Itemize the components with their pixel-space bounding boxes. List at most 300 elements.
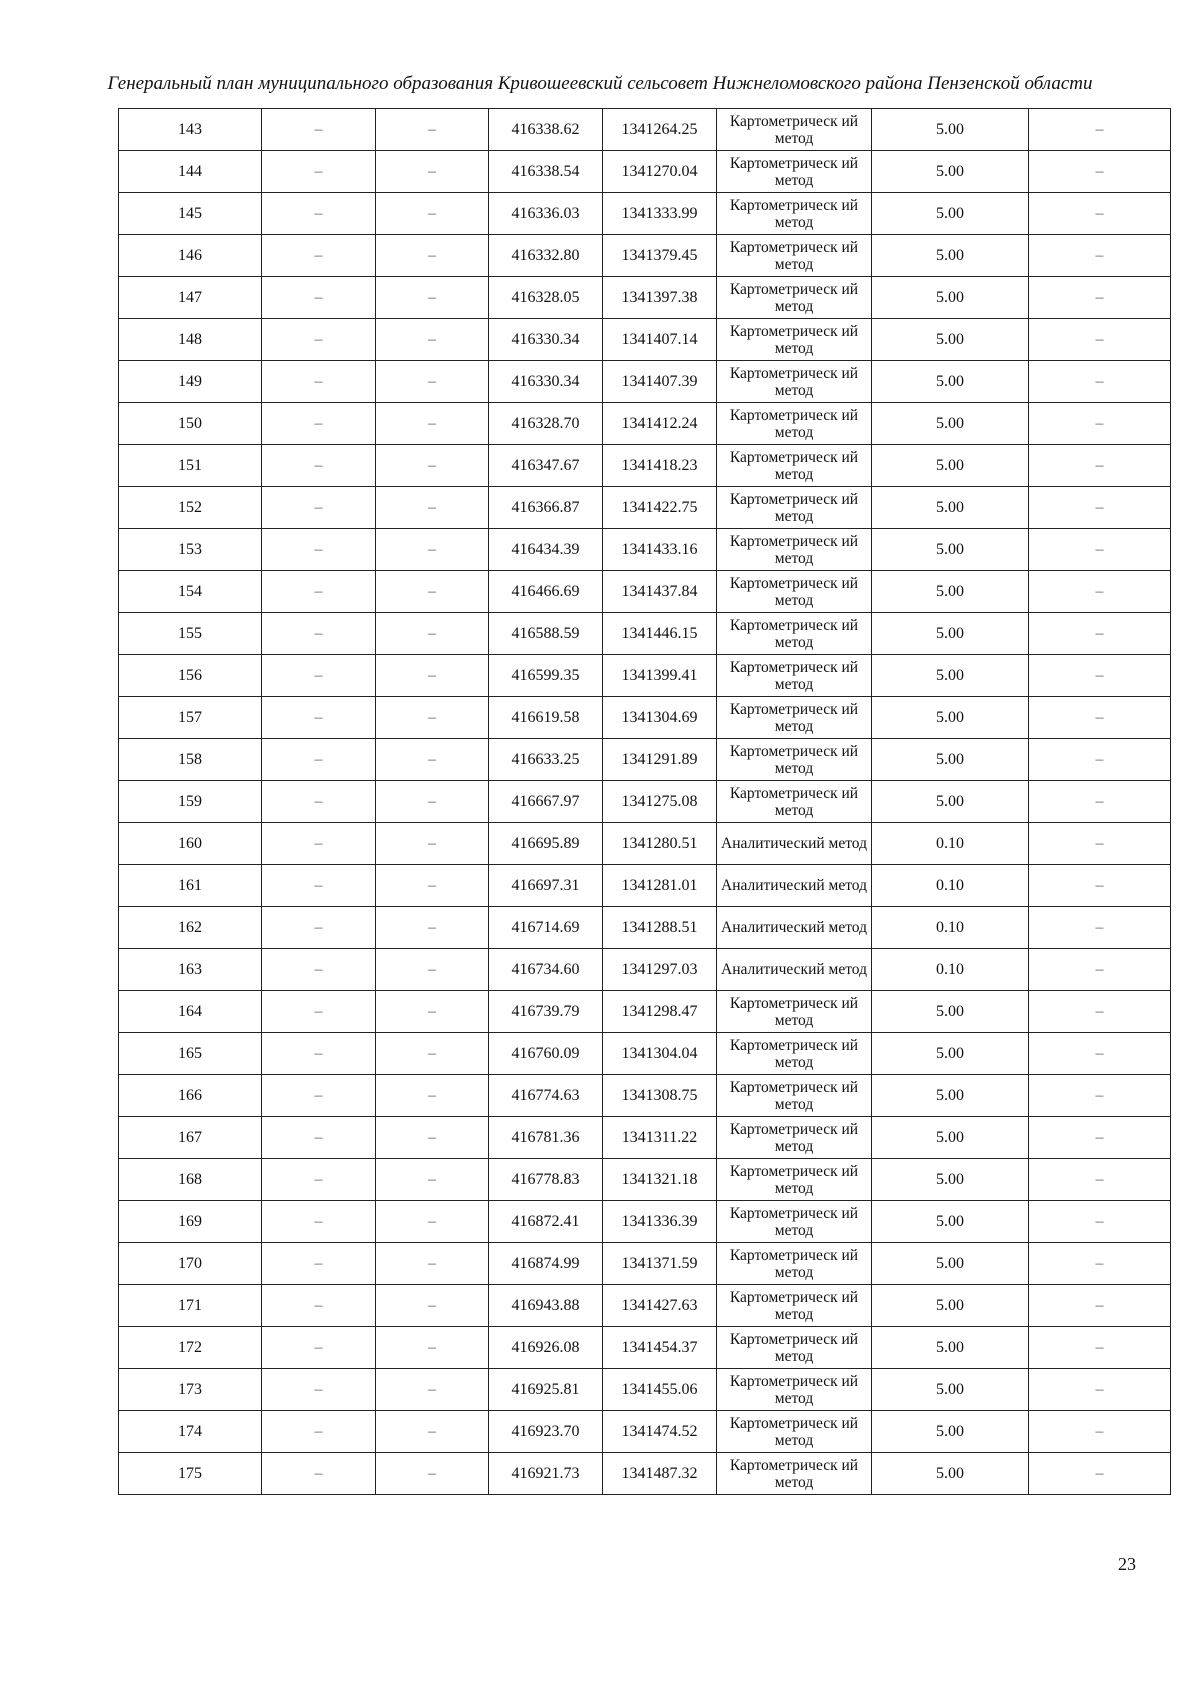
accuracy-cell: 5.00 bbox=[872, 1243, 1029, 1285]
point-number-cell: 150 bbox=[119, 403, 262, 445]
empty-value-cell: – bbox=[262, 865, 376, 907]
x-coordinate-cell: 416739.79 bbox=[489, 991, 603, 1033]
table-row bbox=[119, 361, 1171, 403]
method-cell: Аналитический метод bbox=[717, 823, 872, 865]
point-number-cell: 175 bbox=[119, 1453, 262, 1495]
empty-value-cell: – bbox=[262, 655, 376, 697]
point-number-cell: 147 bbox=[119, 277, 262, 319]
x-coordinate-cell: 416332.80 bbox=[489, 235, 603, 277]
empty-value-cell: – bbox=[376, 487, 489, 529]
y-coordinate-cell: 1341412.24 bbox=[603, 403, 717, 445]
y-coordinate-cell: 1341487.32 bbox=[603, 1453, 717, 1495]
point-number-cell: 174 bbox=[119, 1411, 262, 1453]
point-number-cell: 162 bbox=[119, 907, 262, 949]
point-number-cell: 169 bbox=[119, 1201, 262, 1243]
point-number-cell: 154 bbox=[119, 571, 262, 613]
accuracy-cell: 5.00 bbox=[872, 403, 1029, 445]
y-coordinate-cell: 1341454.37 bbox=[603, 1327, 717, 1369]
empty-value-cell: – bbox=[262, 991, 376, 1033]
y-coordinate-cell: 1341270.04 bbox=[603, 151, 717, 193]
point-number-cell: 153 bbox=[119, 529, 262, 571]
method-cell: Картометрическ ий метод bbox=[717, 1327, 872, 1369]
y-coordinate-cell: 1341446.15 bbox=[603, 613, 717, 655]
empty-value-cell: – bbox=[1029, 529, 1171, 571]
x-coordinate-cell: 416366.87 bbox=[489, 487, 603, 529]
x-coordinate-cell: 416926.08 bbox=[489, 1327, 603, 1369]
empty-value-cell: – bbox=[262, 109, 376, 151]
method-cell: Картометрическ ий метод bbox=[717, 739, 872, 781]
x-coordinate-cell: 416695.89 bbox=[489, 823, 603, 865]
empty-value-cell: – bbox=[1029, 445, 1171, 487]
empty-value-cell: – bbox=[1029, 403, 1171, 445]
empty-value-cell: – bbox=[262, 1285, 376, 1327]
table-row bbox=[119, 1159, 1171, 1201]
empty-value-cell: – bbox=[376, 865, 489, 907]
method-cell: Картометрическ ий метод bbox=[717, 1285, 872, 1327]
table-row bbox=[119, 487, 1171, 529]
empty-value-cell: – bbox=[376, 1159, 489, 1201]
y-coordinate-cell: 1341281.01 bbox=[603, 865, 717, 907]
x-coordinate-cell: 416347.67 bbox=[489, 445, 603, 487]
empty-value-cell: – bbox=[376, 1285, 489, 1327]
table-row bbox=[119, 655, 1171, 697]
y-coordinate-cell: 1341264.25 bbox=[603, 109, 717, 151]
empty-value-cell: – bbox=[376, 1033, 489, 1075]
empty-value-cell: – bbox=[262, 1033, 376, 1075]
table-row bbox=[119, 949, 1171, 991]
y-coordinate-cell: 1341399.41 bbox=[603, 655, 717, 697]
accuracy-cell: 5.00 bbox=[872, 109, 1029, 151]
table-row bbox=[119, 403, 1171, 445]
empty-value-cell: – bbox=[376, 781, 489, 823]
method-cell: Картометрическ ий метод bbox=[717, 1033, 872, 1075]
y-coordinate-cell: 1341311.22 bbox=[603, 1117, 717, 1159]
table-row bbox=[119, 319, 1171, 361]
method-cell: Картометрическ ий метод bbox=[717, 781, 872, 823]
accuracy-cell: 0.10 bbox=[872, 949, 1029, 991]
method-cell: Картометрическ ий метод bbox=[717, 1075, 872, 1117]
empty-value-cell: – bbox=[376, 529, 489, 571]
accuracy-cell: 5.00 bbox=[872, 193, 1029, 235]
x-coordinate-cell: 416338.54 bbox=[489, 151, 603, 193]
y-coordinate-cell: 1341437.84 bbox=[603, 571, 717, 613]
empty-value-cell: – bbox=[262, 907, 376, 949]
empty-value-cell: – bbox=[262, 949, 376, 991]
point-number-cell: 149 bbox=[119, 361, 262, 403]
accuracy-cell: 5.00 bbox=[872, 991, 1029, 1033]
empty-value-cell: – bbox=[376, 193, 489, 235]
x-coordinate-cell: 416633.25 bbox=[489, 739, 603, 781]
point-number-cell: 143 bbox=[119, 109, 262, 151]
empty-value-cell: – bbox=[376, 613, 489, 655]
x-coordinate-cell: 416774.63 bbox=[489, 1075, 603, 1117]
empty-value-cell: – bbox=[262, 571, 376, 613]
x-coordinate-cell: 416434.39 bbox=[489, 529, 603, 571]
empty-value-cell: – bbox=[1029, 1411, 1171, 1453]
y-coordinate-cell: 1341371.59 bbox=[603, 1243, 717, 1285]
empty-value-cell: – bbox=[376, 697, 489, 739]
empty-value-cell: – bbox=[262, 529, 376, 571]
x-coordinate-cell: 416466.69 bbox=[489, 571, 603, 613]
empty-value-cell: – bbox=[376, 1411, 489, 1453]
table-row bbox=[119, 193, 1171, 235]
empty-value-cell: – bbox=[1029, 1453, 1171, 1495]
y-coordinate-cell: 1341427.63 bbox=[603, 1285, 717, 1327]
accuracy-cell: 5.00 bbox=[872, 319, 1029, 361]
empty-value-cell: – bbox=[1029, 781, 1171, 823]
y-coordinate-cell: 1341333.99 bbox=[603, 193, 717, 235]
empty-value-cell: – bbox=[262, 487, 376, 529]
y-coordinate-cell: 1341298.47 bbox=[603, 991, 717, 1033]
table-row bbox=[119, 235, 1171, 277]
y-coordinate-cell: 1341297.03 bbox=[603, 949, 717, 991]
method-cell: Картометрическ ий метод bbox=[717, 445, 872, 487]
accuracy-cell: 5.00 bbox=[872, 1159, 1029, 1201]
empty-value-cell: – bbox=[262, 1075, 376, 1117]
table-row bbox=[119, 1327, 1171, 1369]
empty-value-cell: – bbox=[1029, 697, 1171, 739]
empty-value-cell: – bbox=[376, 235, 489, 277]
method-cell: Картометрическ ий метод bbox=[717, 991, 872, 1033]
table-row bbox=[119, 1369, 1171, 1411]
empty-value-cell: – bbox=[376, 445, 489, 487]
method-cell: Картометрическ ий метод bbox=[717, 361, 872, 403]
empty-value-cell: – bbox=[1029, 361, 1171, 403]
empty-value-cell: – bbox=[1029, 277, 1171, 319]
empty-value-cell: – bbox=[376, 109, 489, 151]
point-number-cell: 152 bbox=[119, 487, 262, 529]
empty-value-cell: – bbox=[376, 655, 489, 697]
table-row bbox=[119, 1453, 1171, 1495]
table-row bbox=[119, 529, 1171, 571]
point-number-cell: 163 bbox=[119, 949, 262, 991]
method-cell: Аналитический метод bbox=[717, 907, 872, 949]
empty-value-cell: – bbox=[1029, 1285, 1171, 1327]
accuracy-cell: 5.00 bbox=[872, 1285, 1029, 1327]
x-coordinate-cell: 416697.31 bbox=[489, 865, 603, 907]
empty-value-cell: – bbox=[376, 361, 489, 403]
point-number-cell: 167 bbox=[119, 1117, 262, 1159]
accuracy-cell: 5.00 bbox=[872, 277, 1029, 319]
method-cell: Картометрическ ий метод bbox=[717, 403, 872, 445]
empty-value-cell: – bbox=[262, 1117, 376, 1159]
accuracy-cell: 5.00 bbox=[872, 1411, 1029, 1453]
x-coordinate-cell: 416336.03 bbox=[489, 193, 603, 235]
x-coordinate-cell: 416328.05 bbox=[489, 277, 603, 319]
table-row bbox=[119, 445, 1171, 487]
accuracy-cell: 5.00 bbox=[872, 697, 1029, 739]
method-cell: Картометрическ ий метод bbox=[717, 1201, 872, 1243]
y-coordinate-cell: 1341304.04 bbox=[603, 1033, 717, 1075]
empty-value-cell: – bbox=[262, 319, 376, 361]
empty-value-cell: – bbox=[1029, 193, 1171, 235]
empty-value-cell: – bbox=[376, 319, 489, 361]
accuracy-cell: 0.10 bbox=[872, 865, 1029, 907]
x-coordinate-cell: 416330.34 bbox=[489, 361, 603, 403]
method-cell: Картометрическ ий метод bbox=[717, 1369, 872, 1411]
table-row bbox=[119, 277, 1171, 319]
y-coordinate-cell: 1341418.23 bbox=[603, 445, 717, 487]
x-coordinate-cell: 416734.60 bbox=[489, 949, 603, 991]
x-coordinate-cell: 416925.81 bbox=[489, 1369, 603, 1411]
x-coordinate-cell: 416619.58 bbox=[489, 697, 603, 739]
empty-value-cell: – bbox=[262, 403, 376, 445]
point-number-cell: 144 bbox=[119, 151, 262, 193]
empty-value-cell: – bbox=[1029, 487, 1171, 529]
table-row bbox=[119, 907, 1171, 949]
empty-value-cell: – bbox=[1029, 1201, 1171, 1243]
y-coordinate-cell: 1341379.45 bbox=[603, 235, 717, 277]
empty-value-cell: – bbox=[376, 403, 489, 445]
accuracy-cell: 5.00 bbox=[872, 571, 1029, 613]
page-number: 23 bbox=[1118, 1554, 1136, 1574]
method-cell: Картометрическ ий метод bbox=[717, 1117, 872, 1159]
y-coordinate-cell: 1341275.08 bbox=[603, 781, 717, 823]
empty-value-cell: – bbox=[262, 1159, 376, 1201]
point-number-cell: 148 bbox=[119, 319, 262, 361]
accuracy-cell: 5.00 bbox=[872, 739, 1029, 781]
empty-value-cell: – bbox=[262, 1453, 376, 1495]
x-coordinate-cell: 416923.70 bbox=[489, 1411, 603, 1453]
table-row bbox=[119, 1117, 1171, 1159]
point-number-cell: 146 bbox=[119, 235, 262, 277]
point-number-cell: 159 bbox=[119, 781, 262, 823]
y-coordinate-cell: 1341397.38 bbox=[603, 277, 717, 319]
method-cell: Аналитический метод bbox=[717, 949, 872, 991]
x-coordinate-cell: 416943.88 bbox=[489, 1285, 603, 1327]
empty-value-cell: – bbox=[262, 697, 376, 739]
accuracy-cell: 5.00 bbox=[872, 1075, 1029, 1117]
accuracy-cell: 5.00 bbox=[872, 1453, 1029, 1495]
empty-value-cell: – bbox=[1029, 991, 1171, 1033]
empty-value-cell: – bbox=[262, 151, 376, 193]
empty-value-cell: – bbox=[1029, 1117, 1171, 1159]
accuracy-cell: 5.00 bbox=[872, 151, 1029, 193]
page-header: Генеральный план муниципального образования Кривошеевский сельсовет Нижнеломовского района Пензенской области bbox=[107, 73, 1093, 94]
accuracy-cell: 5.00 bbox=[872, 235, 1029, 277]
y-coordinate-cell: 1341304.69 bbox=[603, 697, 717, 739]
accuracy-cell: 5.00 bbox=[872, 781, 1029, 823]
x-coordinate-cell: 416872.41 bbox=[489, 1201, 603, 1243]
empty-value-cell: – bbox=[262, 823, 376, 865]
empty-value-cell: – bbox=[376, 277, 489, 319]
point-number-cell: 170 bbox=[119, 1243, 262, 1285]
empty-value-cell: – bbox=[376, 949, 489, 991]
accuracy-cell: 5.00 bbox=[872, 361, 1029, 403]
point-number-cell: 161 bbox=[119, 865, 262, 907]
empty-value-cell: – bbox=[1029, 655, 1171, 697]
accuracy-cell: 5.00 bbox=[872, 529, 1029, 571]
empty-value-cell: – bbox=[262, 361, 376, 403]
table-row bbox=[119, 1033, 1171, 1075]
accuracy-cell: 5.00 bbox=[872, 1369, 1029, 1411]
point-number-cell: 166 bbox=[119, 1075, 262, 1117]
point-number-cell: 168 bbox=[119, 1159, 262, 1201]
empty-value-cell: – bbox=[376, 1117, 489, 1159]
empty-value-cell: – bbox=[376, 151, 489, 193]
y-coordinate-cell: 1341336.39 bbox=[603, 1201, 717, 1243]
table-row bbox=[119, 1201, 1171, 1243]
empty-value-cell: – bbox=[1029, 1369, 1171, 1411]
empty-value-cell: – bbox=[376, 1327, 489, 1369]
table-body bbox=[119, 109, 1171, 1495]
empty-value-cell: – bbox=[376, 991, 489, 1033]
empty-value-cell: – bbox=[376, 1243, 489, 1285]
empty-value-cell: – bbox=[1029, 151, 1171, 193]
empty-value-cell: – bbox=[1029, 571, 1171, 613]
empty-value-cell: – bbox=[262, 781, 376, 823]
empty-value-cell: – bbox=[376, 1201, 489, 1243]
empty-value-cell: – bbox=[1029, 949, 1171, 991]
accuracy-cell: 0.10 bbox=[872, 823, 1029, 865]
y-coordinate-cell: 1341407.39 bbox=[603, 361, 717, 403]
empty-value-cell: – bbox=[376, 1453, 489, 1495]
method-cell: Картометрическ ий метод bbox=[717, 1159, 872, 1201]
empty-value-cell: – bbox=[1029, 739, 1171, 781]
y-coordinate-cell: 1341407.14 bbox=[603, 319, 717, 361]
empty-value-cell: – bbox=[1029, 109, 1171, 151]
y-coordinate-cell: 1341291.89 bbox=[603, 739, 717, 781]
point-number-cell: 164 bbox=[119, 991, 262, 1033]
empty-value-cell: – bbox=[262, 1327, 376, 1369]
method-cell: Картометрическ ий метод bbox=[717, 1243, 872, 1285]
accuracy-cell: 5.00 bbox=[872, 1201, 1029, 1243]
empty-value-cell: – bbox=[1029, 235, 1171, 277]
method-cell: Картометрическ ий метод bbox=[717, 487, 872, 529]
x-coordinate-cell: 416778.83 bbox=[489, 1159, 603, 1201]
point-number-cell: 157 bbox=[119, 697, 262, 739]
point-number-cell: 172 bbox=[119, 1327, 262, 1369]
accuracy-cell: 5.00 bbox=[872, 655, 1029, 697]
method-cell: Картометрическ ий метод bbox=[717, 1411, 872, 1453]
point-number-cell: 173 bbox=[119, 1369, 262, 1411]
x-coordinate-cell: 416714.69 bbox=[489, 907, 603, 949]
empty-value-cell: – bbox=[376, 1075, 489, 1117]
point-number-cell: 165 bbox=[119, 1033, 262, 1075]
y-coordinate-cell: 1341288.51 bbox=[603, 907, 717, 949]
table-row bbox=[119, 613, 1171, 655]
point-number-cell: 151 bbox=[119, 445, 262, 487]
x-coordinate-cell: 416760.09 bbox=[489, 1033, 603, 1075]
table-row bbox=[119, 1243, 1171, 1285]
table-row bbox=[119, 151, 1171, 193]
table-row bbox=[119, 1075, 1171, 1117]
y-coordinate-cell: 1341321.18 bbox=[603, 1159, 717, 1201]
empty-value-cell: – bbox=[1029, 1075, 1171, 1117]
point-number-cell: 158 bbox=[119, 739, 262, 781]
method-cell: Картометрическ ий метод bbox=[717, 235, 872, 277]
method-cell: Картометрическ ий метод bbox=[717, 697, 872, 739]
empty-value-cell: – bbox=[262, 1243, 376, 1285]
accuracy-cell: 5.00 bbox=[872, 445, 1029, 487]
accuracy-cell: 5.00 bbox=[872, 1117, 1029, 1159]
y-coordinate-cell: 1341433.16 bbox=[603, 529, 717, 571]
point-number-cell: 156 bbox=[119, 655, 262, 697]
empty-value-cell: – bbox=[262, 1201, 376, 1243]
x-coordinate-cell: 416599.35 bbox=[489, 655, 603, 697]
table-row bbox=[119, 1285, 1171, 1327]
method-cell: Картометрическ ий метод bbox=[717, 193, 872, 235]
x-coordinate-cell: 416338.62 bbox=[489, 109, 603, 151]
x-coordinate-cell: 416667.97 bbox=[489, 781, 603, 823]
x-coordinate-cell: 416781.36 bbox=[489, 1117, 603, 1159]
accuracy-cell: 5.00 bbox=[872, 613, 1029, 655]
method-cell: Картометрическ ий метод bbox=[717, 655, 872, 697]
y-coordinate-cell: 1341308.75 bbox=[603, 1075, 717, 1117]
method-cell: Картометрическ ий метод bbox=[717, 1453, 872, 1495]
empty-value-cell: – bbox=[1029, 907, 1171, 949]
x-coordinate-cell: 416588.59 bbox=[489, 613, 603, 655]
table-row bbox=[119, 739, 1171, 781]
point-number-cell: 171 bbox=[119, 1285, 262, 1327]
accuracy-cell: 5.00 bbox=[872, 1327, 1029, 1369]
method-cell: Картометрическ ий метод bbox=[717, 529, 872, 571]
empty-value-cell: – bbox=[262, 1369, 376, 1411]
table-row bbox=[119, 865, 1171, 907]
coordinates-table bbox=[118, 108, 1171, 1495]
empty-value-cell: – bbox=[376, 823, 489, 865]
y-coordinate-cell: 1341280.51 bbox=[603, 823, 717, 865]
y-coordinate-cell: 1341455.06 bbox=[603, 1369, 717, 1411]
method-cell: Картометрическ ий метод bbox=[717, 613, 872, 655]
x-coordinate-cell: 416328.70 bbox=[489, 403, 603, 445]
empty-value-cell: – bbox=[376, 739, 489, 781]
table-row bbox=[119, 109, 1171, 151]
accuracy-cell: 0.10 bbox=[872, 907, 1029, 949]
method-cell: Картометрическ ий метод bbox=[717, 151, 872, 193]
empty-value-cell: – bbox=[376, 1369, 489, 1411]
empty-value-cell: – bbox=[1029, 319, 1171, 361]
point-number-cell: 155 bbox=[119, 613, 262, 655]
method-cell: Картометрическ ий метод bbox=[717, 277, 872, 319]
empty-value-cell: – bbox=[1029, 1243, 1171, 1285]
empty-value-cell: – bbox=[262, 739, 376, 781]
empty-value-cell: – bbox=[1029, 1327, 1171, 1369]
empty-value-cell: – bbox=[1029, 865, 1171, 907]
table-row bbox=[119, 697, 1171, 739]
method-cell: Картометрическ ий метод bbox=[717, 319, 872, 361]
point-number-cell: 160 bbox=[119, 823, 262, 865]
empty-value-cell: – bbox=[1029, 823, 1171, 865]
y-coordinate-cell: 1341474.52 bbox=[603, 1411, 717, 1453]
x-coordinate-cell: 416330.34 bbox=[489, 319, 603, 361]
empty-value-cell: – bbox=[262, 193, 376, 235]
table-row bbox=[119, 991, 1171, 1033]
empty-value-cell: – bbox=[262, 277, 376, 319]
empty-value-cell: – bbox=[1029, 1159, 1171, 1201]
table-row bbox=[119, 1411, 1171, 1453]
point-number-cell: 145 bbox=[119, 193, 262, 235]
empty-value-cell: – bbox=[376, 571, 489, 613]
method-cell: Картометрическ ий метод bbox=[717, 571, 872, 613]
empty-value-cell: – bbox=[262, 1411, 376, 1453]
empty-value-cell: – bbox=[262, 613, 376, 655]
empty-value-cell: – bbox=[1029, 613, 1171, 655]
x-coordinate-cell: 416921.73 bbox=[489, 1453, 603, 1495]
empty-value-cell: – bbox=[262, 235, 376, 277]
empty-value-cell: – bbox=[376, 907, 489, 949]
x-coordinate-cell: 416874.99 bbox=[489, 1243, 603, 1285]
method-cell: Аналитический метод bbox=[717, 865, 872, 907]
table-row bbox=[119, 571, 1171, 613]
accuracy-cell: 5.00 bbox=[872, 487, 1029, 529]
table-row bbox=[119, 823, 1171, 865]
empty-value-cell: – bbox=[1029, 1033, 1171, 1075]
y-coordinate-cell: 1341422.75 bbox=[603, 487, 717, 529]
empty-value-cell: – bbox=[262, 445, 376, 487]
method-cell: Картометрическ ий метод bbox=[717, 109, 872, 151]
accuracy-cell: 5.00 bbox=[872, 1033, 1029, 1075]
